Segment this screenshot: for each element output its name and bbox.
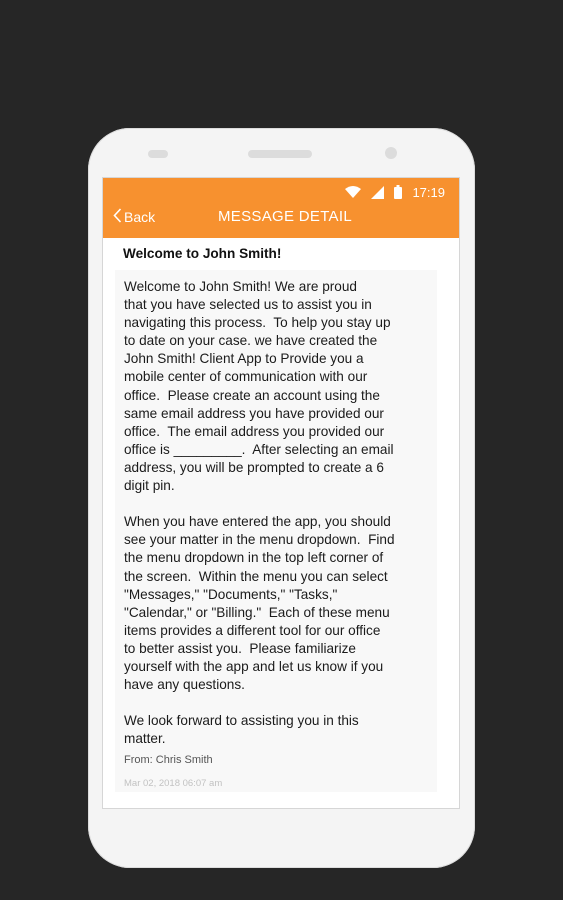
message-sender: From: Chris Smith [124, 754, 213, 766]
wifi-icon [345, 186, 361, 199]
battery-icon [394, 185, 402, 199]
message-card [115, 270, 437, 792]
back-label: Back [124, 209, 156, 225]
status-bar [345, 183, 445, 201]
sensor [148, 150, 168, 158]
message-body: Welcome to John Smith! We are proud that you have selected us to assist you in navigating this process. To help you stay up to date on your case. we have created the John Smith! Client App to Provide you a mobile center of communication with our office. Please create an account using the same email address you have provided our office. The email address you provided our office is _________. After selecting an email address, you will be prompted to create a 6 digit pin. When you have entered the app, you should see your matter in the menu dropdown. Find the menu dropdown in the top left corner of the screen. Within the menu you can select "Messages," "Documents," "Tasks," "Calendar," or "Billing." Each of these menu items provides a different tool for our office to better assist you. Please familiarize yourself with the app and let us know if you have any questions. We look forward to assisting you in this matter. [124, 279, 395, 747]
app-bar [103, 178, 459, 238]
signal-icon [371, 186, 384, 199]
page-title: MESSAGE DETAIL [218, 208, 352, 225]
message-detail [103, 238, 459, 809]
earpiece-speaker [248, 150, 312, 158]
message-timestamp: Mar 02, 2018 06:07 am [124, 778, 223, 789]
status-time: 17:19 [412, 184, 445, 200]
phone-frame [88, 128, 475, 868]
phone-screen [102, 177, 460, 809]
message-subject: Welcome to John Smith! [123, 246, 282, 261]
front-camera [385, 147, 397, 159]
